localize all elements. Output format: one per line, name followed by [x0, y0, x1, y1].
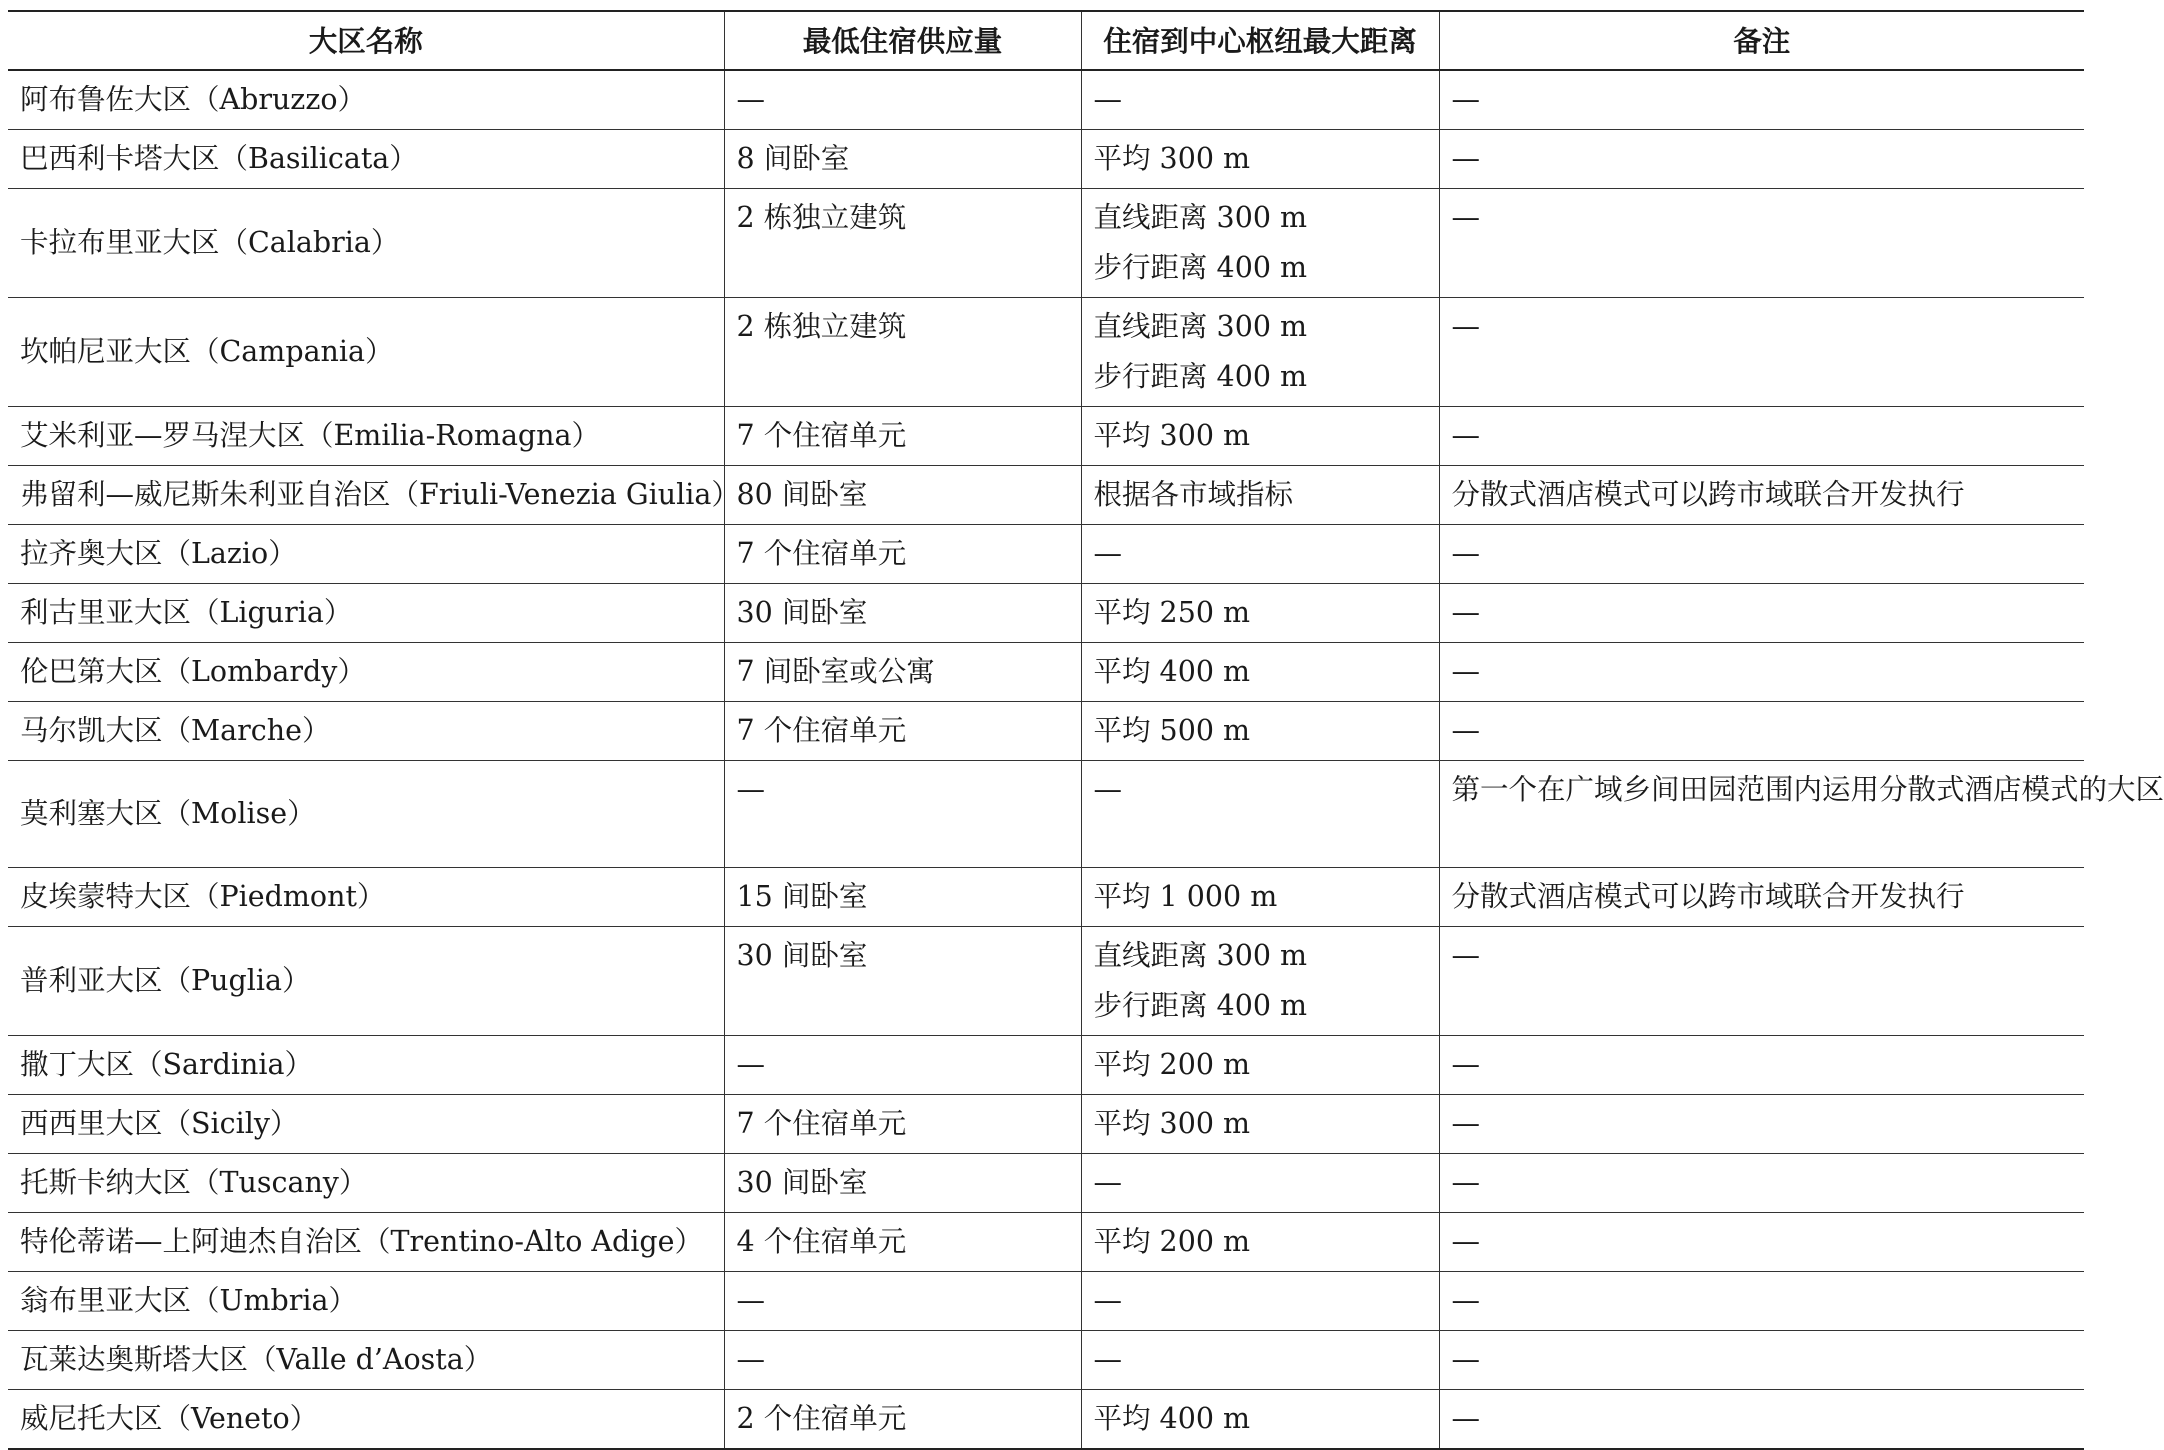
max-distance-cell [1081, 643, 1439, 702]
region-name-cell: 巴西利卡塔大区（Basilicata） [8, 130, 724, 189]
max-distance-cell [1081, 298, 1439, 407]
note-cell: — [1439, 1331, 2084, 1390]
max-distance-cell [1081, 1036, 1439, 1095]
min-supply-cell: 2 栋独立建筑 [724, 189, 1081, 298]
min-supply-cell: 80 间卧室 [724, 466, 1081, 525]
min-supply-cell: 7 个住宿单元 [724, 1095, 1081, 1154]
table-row [8, 1154, 2084, 1213]
header-region-name: 大区名称 [8, 11, 724, 70]
max-distance-cell [1081, 525, 1439, 584]
min-supply-cell: 30 间卧室 [724, 927, 1081, 1036]
distance-line: — [1093, 773, 1122, 806]
min-supply-cell: — [724, 1331, 1081, 1390]
region-name-cell: 弗留利—威尼斯朱利亚自治区（Friuli-Venezia Giulia） [8, 466, 724, 525]
region-name-cell: 托斯卡纳大区（Tuscany） [8, 1154, 724, 1213]
region-name-cell: 撒丁大区（Sardinia） [8, 1036, 724, 1095]
max-distance-cell [1081, 761, 1439, 868]
min-supply-cell: 7 个住宿单元 [724, 525, 1081, 584]
table-row [8, 525, 2084, 584]
distance-line: 平均 500 m [1093, 714, 1251, 747]
region-name-cell: 西西里大区（Sicily） [8, 1095, 724, 1154]
table-row [8, 407, 2084, 466]
table-row [8, 1390, 2084, 1450]
max-distance-cell [1081, 868, 1439, 927]
table-row [8, 584, 2084, 643]
distance-line: 步行距离 400 m [1093, 251, 1308, 284]
distance-line: — [1093, 83, 1122, 116]
distance-line: — [1093, 1343, 1122, 1376]
table-row [8, 1036, 2084, 1095]
min-supply-cell: 30 间卧室 [724, 1154, 1081, 1213]
min-supply-cell: 8 间卧室 [724, 130, 1081, 189]
min-supply-cell: 7 个住宿单元 [724, 702, 1081, 761]
max-distance-cell [1081, 1272, 1439, 1331]
header-max-distance: 住宿到中心枢纽最大距离 [1081, 11, 1439, 70]
region-name-cell: 瓦莱达奥斯塔大区（Valle d’Aosta） [8, 1331, 724, 1390]
note-cell: — [1439, 702, 2084, 761]
table-row [8, 1331, 2084, 1390]
max-distance-cell [1081, 702, 1439, 761]
max-distance-cell [1081, 1213, 1439, 1272]
region-name-cell: 翁布里亚大区（Umbria） [8, 1272, 724, 1331]
table-row [8, 70, 2084, 130]
region-name-cell: 威尼托大区（Veneto） [8, 1390, 724, 1450]
distance-line: 平均 300 m [1093, 419, 1251, 452]
table-row [8, 927, 2084, 1036]
distance-line: 平均 200 m [1093, 1048, 1251, 1081]
region-name-cell: 伦巴第大区（Lombardy） [8, 643, 724, 702]
max-distance-cell [1081, 407, 1439, 466]
region-name-cell: 利古里亚大区（Liguria） [8, 584, 724, 643]
note-cell: 第一个在广域乡间田园范围内运用分散式酒店模式的大区 [1439, 761, 2084, 868]
note-cell: — [1439, 584, 2084, 643]
table-row [8, 1213, 2084, 1272]
table-row [8, 189, 2084, 298]
region-name-cell: 艾米利亚—罗马涅大区（Emilia-Romagna） [8, 407, 724, 466]
header-row [8, 11, 2084, 70]
region-name-cell: 莫利塞大区（Molise） [8, 761, 724, 868]
region-name-cell: 普利亚大区（Puglia） [8, 927, 724, 1036]
min-supply-cell: 7 个住宿单元 [724, 407, 1081, 466]
min-supply-cell: — [724, 761, 1081, 868]
regions-table [8, 10, 2164, 1450]
note-cell: — [1439, 1390, 2084, 1450]
note-cell: — [1439, 1213, 2084, 1272]
max-distance-cell [1081, 130, 1439, 189]
note-cell: — [1439, 298, 2084, 407]
distance-line: 步行距离 400 m [1093, 360, 1308, 393]
region-name-cell: 拉齐奥大区（Lazio） [8, 525, 724, 584]
table-row [8, 702, 2084, 761]
table-row [8, 643, 2084, 702]
max-distance-cell [1081, 1331, 1439, 1390]
distance-line: 直线距离 300 m [1093, 310, 1308, 343]
distance-line: 平均 250 m [1093, 596, 1251, 629]
distance-line: 步行距离 400 m [1093, 989, 1308, 1022]
note-cell: — [1439, 643, 2084, 702]
table-row [8, 130, 2084, 189]
distance-line: 平均 200 m [1093, 1225, 1251, 1258]
table-row [8, 298, 2084, 407]
max-distance-cell [1081, 1390, 1439, 1450]
note-cell: — [1439, 1036, 2084, 1095]
note-cell: — [1439, 927, 2084, 1036]
min-supply-cell: 7 间卧室或公寓 [724, 643, 1081, 702]
region-name-cell: 坎帕尼亚大区（Campania） [8, 298, 724, 407]
table-row [8, 1272, 2084, 1331]
max-distance-cell [1081, 70, 1439, 130]
distance-line: — [1093, 1166, 1122, 1199]
note-cell: — [1439, 1272, 2084, 1331]
note-cell: 分散式酒店模式可以跨市域联合开发执行 [1439, 868, 2084, 927]
region-name-cell: 卡拉布里亚大区（Calabria） [8, 189, 724, 298]
min-supply-cell: — [724, 70, 1081, 130]
min-supply-cell: 30 间卧室 [724, 584, 1081, 643]
table-row [8, 466, 2084, 525]
max-distance-cell [1081, 927, 1439, 1036]
table-row [8, 761, 2084, 868]
note-cell: — [1439, 525, 2084, 584]
max-distance-cell [1081, 189, 1439, 298]
distance-line: — [1093, 537, 1122, 570]
distance-line: 平均 300 m [1093, 1107, 1251, 1140]
min-supply-cell: — [724, 1272, 1081, 1331]
note-cell: 分散式酒店模式可以跨市域联合开发执行 [1439, 466, 2084, 525]
distance-line: 直线距离 300 m [1093, 201, 1308, 234]
max-distance-cell [1081, 466, 1439, 525]
region-name-cell: 皮埃蒙特大区（Piedmont） [8, 868, 724, 927]
min-supply-cell: — [724, 1036, 1081, 1095]
note-cell: — [1439, 70, 2084, 130]
note-cell: — [1439, 189, 2084, 298]
region-name-cell: 阿布鲁佐大区（Abruzzo） [8, 70, 724, 130]
note-cell: — [1439, 407, 2084, 466]
distance-line: 直线距离 300 m [1093, 939, 1308, 972]
min-supply-cell: 2 个住宿单元 [724, 1390, 1081, 1450]
note-cell: — [1439, 1095, 2084, 1154]
header-note: 备注 [1439, 11, 2084, 70]
note-cell: — [1439, 1154, 2084, 1213]
min-supply-cell: 2 栋独立建筑 [724, 298, 1081, 407]
max-distance-cell [1081, 584, 1439, 643]
distance-line: 根据各市域指标 [1093, 478, 1294, 511]
distance-line: 平均 1 000 m [1093, 880, 1278, 913]
note-cell: — [1439, 130, 2084, 189]
distance-line: — [1093, 1284, 1122, 1317]
table-row [8, 868, 2084, 927]
header-min-supply: 最低住宿供应量 [724, 11, 1081, 70]
max-distance-cell [1081, 1095, 1439, 1154]
table-body [8, 70, 2164, 1449]
distance-line: 平均 300 m [1093, 142, 1251, 175]
min-supply-cell: 15 间卧室 [724, 868, 1081, 927]
distance-line: 平均 400 m [1093, 655, 1251, 688]
max-distance-cell [1081, 1154, 1439, 1213]
min-supply-cell: 4 个住宿单元 [724, 1213, 1081, 1272]
region-name-cell: 特伦蒂诺—上阿迪杰自治区（Trentino-Alto Adige） [8, 1213, 724, 1272]
region-name-cell: 马尔凯大区（Marche） [8, 702, 724, 761]
distance-line: 平均 400 m [1093, 1402, 1251, 1435]
table-row [8, 1095, 2084, 1154]
